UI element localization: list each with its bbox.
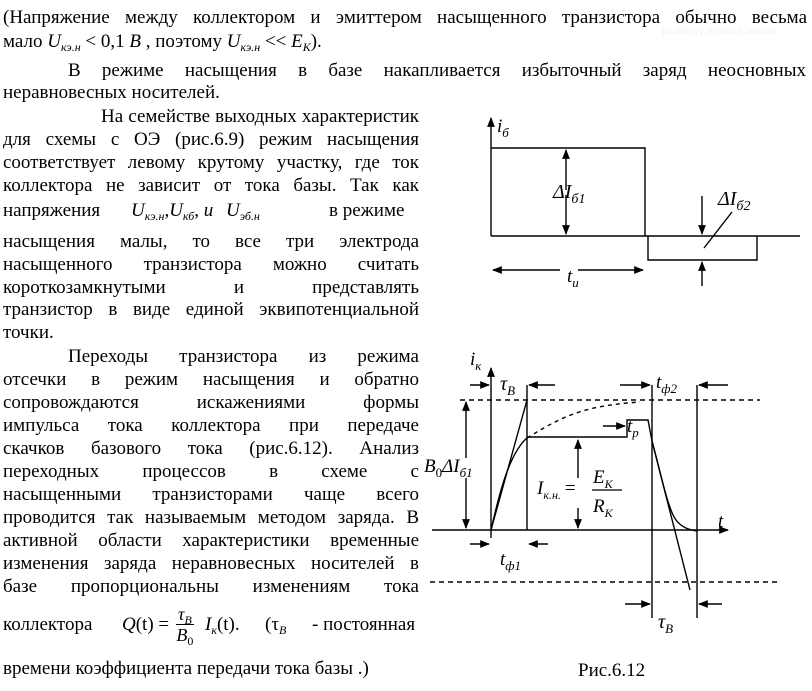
sub: В: [278, 623, 287, 637]
text-span: < 0,1: [80, 31, 130, 52]
paragraph-line: импульса тока коллектора при передаче: [3, 415, 419, 436]
paragraph-line: В режиме насыщения в базе накапливается избыточный заряд неосновных: [68, 60, 806, 81]
text-span: <<: [260, 31, 292, 52]
sub: 0: [187, 634, 194, 648]
delta1-label: $\Delta I_{б1}$: [553, 181, 586, 207]
text-span: , поэтому: [141, 31, 227, 52]
var-q: Q: [122, 614, 136, 635]
paragraph-line: коллектора не зависит от тока базы. Так как: [3, 175, 419, 196]
paragraph-line: времени коэффициента передачи тока базы .): [3, 658, 369, 679]
frac-num-label: $E_К$: [593, 467, 613, 491]
var-i: I: [205, 614, 212, 635]
faint-watermark-text: разберут нужные знания: [662, 26, 778, 37]
paragraph-line: сопровождаются искажениями формы: [3, 392, 419, 413]
unit: В: [129, 31, 141, 52]
figure-caption: Рис.6.12: [578, 660, 646, 681]
tp-label: $t_р$: [627, 416, 639, 440]
paragraph-line: базе пропорциональны изменениям тока: [3, 576, 419, 597]
var-u: U: [226, 31, 241, 52]
paragraph-line: - постоянная: [312, 614, 416, 635]
sub: к: [211, 623, 217, 637]
base-current-graph: [491, 118, 800, 286]
var-u: U: [169, 200, 183, 221]
text-span: мало: [3, 31, 43, 52]
paragraph-line: скачков базового тока (рис.6.12). Анализ: [3, 438, 419, 459]
frac-num: τ: [178, 604, 185, 624]
sub: кэ.н: [144, 209, 165, 223]
top-y-label: $i_б$: [497, 116, 509, 140]
frac-den: B: [176, 625, 188, 645]
var-u: U: [47, 31, 61, 52]
paragraph-line: активной области характеристики временные: [3, 530, 419, 551]
b0-label: $B_0\Delta I_{б1}$: [424, 456, 473, 480]
tau-bottom-label: $\tau_В$: [658, 611, 674, 636]
bottom-y-label: $i_к$: [470, 349, 482, 373]
paragraph-line: транзистор в виде единой эквипотенциальной: [3, 299, 419, 320]
text-span: ).: [310, 31, 322, 52]
var-u: U: [131, 200, 145, 221]
sub: К: [302, 40, 311, 54]
sub: кб: [182, 209, 195, 223]
text-span: (t).: [216, 614, 240, 635]
paragraph-line: неравновесных носителей.: [3, 82, 220, 103]
sub: кэ.н: [240, 40, 261, 54]
tf1-label: $t_{ф1}$: [500, 549, 522, 573]
ikn-label: $I_{к.н.}$ =: [537, 478, 576, 502]
paragraph-line: коллектора: [3, 614, 93, 635]
delta2-label: $\Delta I_{б2}$: [718, 188, 751, 214]
paragraph-line: На семействе выходных характеристик: [101, 106, 419, 127]
delta2-leader: [704, 212, 732, 248]
paragraph-line: изменения заряда неравновесных носителей в: [3, 553, 419, 574]
paragraph-line: переходных процессов в схеме с: [3, 461, 419, 482]
paragraph-line: напряжения $U_{кэ.н},U_{кб}$, и $U_{эб.н}$ в режиме: [3, 200, 405, 223]
paragraph-line: насыщенного транзистора можно считать: [3, 254, 419, 275]
text-span: (t) =: [135, 614, 170, 635]
tf2-label: $t_{ф2}$: [656, 372, 678, 396]
text-span: (τ: [265, 614, 279, 635]
tau-top-label: $\tau_В$: [500, 373, 516, 398]
paragraph-line: для схемы с ОЭ (рис.6.9) режим насыщения: [3, 129, 419, 150]
collector-current-graph: [430, 368, 780, 618]
sub: В: [184, 613, 192, 627]
paragraph-line: отсечки в режим насыщения и обратно: [3, 369, 419, 390]
fall-tangent: [652, 441, 690, 590]
text-span: напряжения: [3, 200, 101, 221]
paragraph-line: проводится так называемым методом заряда. В: [3, 507, 419, 528]
sub: эб.н: [239, 209, 260, 223]
text-span: и: [203, 200, 214, 221]
fall-curve: [652, 441, 697, 531]
paragraph-line: короткозамкнутыми и представлять: [3, 277, 419, 298]
pulse-negative: [648, 236, 757, 260]
exp-dashed: [527, 402, 640, 438]
text-span: в режиме: [329, 200, 405, 221]
paragraph-line: насыщения малы, то все три электрода: [3, 231, 419, 252]
ti-label: $t_и$: [567, 266, 579, 290]
t-axis-label: t: [718, 511, 724, 532]
paragraph-line: насыщенными транзисторами чаще всего: [3, 484, 419, 505]
paragraph-line: соответствует левому крутому участку, где ток: [3, 152, 419, 173]
paragraph-line: Переходы транзистора из режима: [68, 346, 419, 367]
frac-den-label: $R_К$: [593, 496, 613, 520]
paragraph-line: (Напряжение между коллектором и эмиттером насыщенного транзистора обычно весьма: [3, 7, 807, 28]
paragraph-line: точки.: [3, 322, 54, 343]
var-e: E: [291, 31, 303, 52]
sub: кэ.н: [60, 40, 81, 54]
var-u: U: [226, 200, 240, 221]
